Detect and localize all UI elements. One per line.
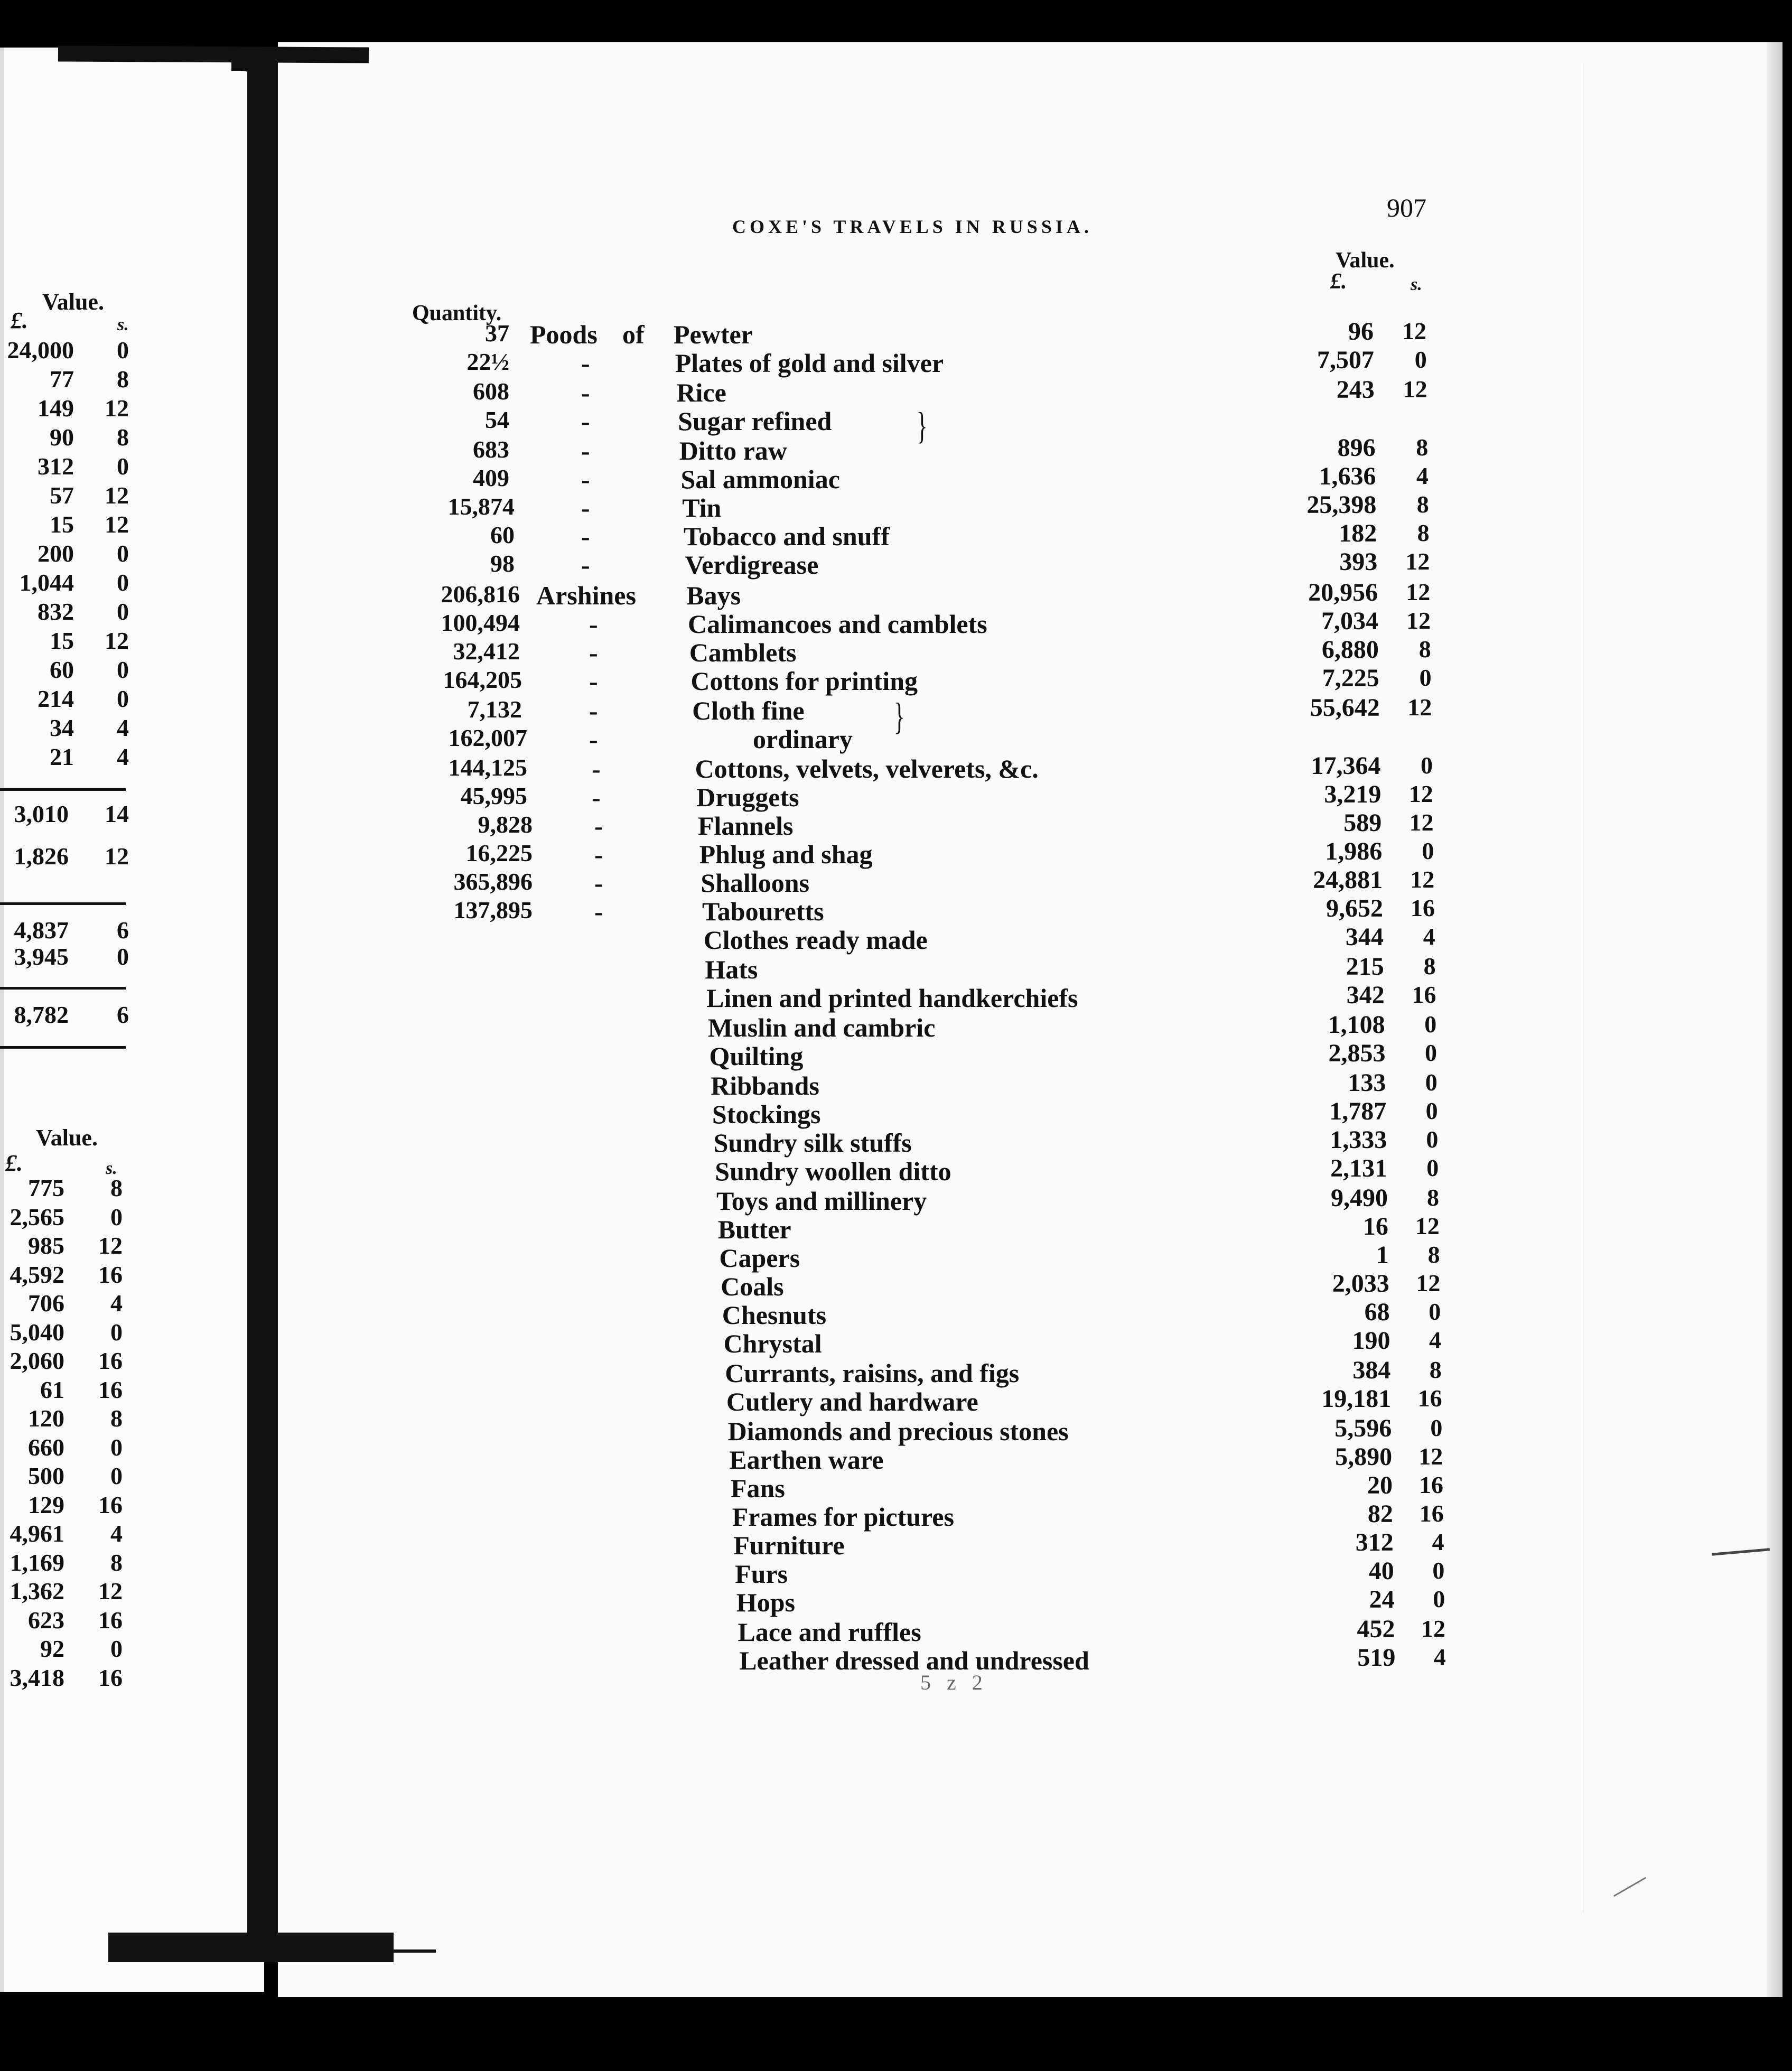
pound-value: 9,652 [1326,894,1383,922]
left-pound-value: 775 [28,1174,64,1201]
quantity-cell: 98 [490,550,515,577]
left-pound-value: 24,000 [7,337,74,363]
left-pound-value: 706 [28,1290,64,1317]
item-name: Hops [736,1588,795,1617]
value-header: Value. [1336,248,1395,273]
item-name: Druggets [696,782,799,812]
shilling-value: 8 [1427,1184,1439,1211]
quantity-cell: 365,896 [453,868,533,895]
pound-value: 6,880 [1321,636,1379,664]
left-pound-value: 1,044 [19,569,74,596]
item-name: Fans [731,1473,785,1503]
shilling-header: s. [1411,275,1422,294]
left-pound-value: 120 [28,1405,64,1432]
quantity-cell: 60 [490,521,515,548]
left-pound-value: 4,961 [10,1520,64,1547]
total-rule [0,1046,126,1049]
quantity-header: Quantity. [412,301,502,325]
left-pound-header: £. [11,307,28,333]
pound-value: 82 [1367,1500,1393,1528]
ditto-mark: - [594,868,603,898]
shilling-value: 0 [1425,1069,1438,1096]
shilling-value: 12 [1406,607,1431,634]
shilling-value: 8 [1418,636,1431,663]
left-pound-value: 60 [50,656,74,683]
left-shilling-value: 8 [117,366,129,393]
left-pound-value: 312 [38,453,74,480]
item-name: Calimancoes and camblets [688,609,987,639]
item-name: Frames for pictures [732,1502,954,1532]
unit-arshines: Arshines [536,581,636,610]
left-pound-value: 15 [50,627,74,654]
pound-value: 1,787 [1329,1097,1387,1125]
left-shilling-value: 0 [117,540,129,567]
left-pound-value: 61 [40,1376,64,1403]
quantity-cell: 137,895 [453,897,533,923]
left-total-shilling: 6 [117,917,129,944]
pound-value: 68 [1364,1298,1390,1326]
item-name: Flannels [697,811,794,841]
item-name: Rice [676,378,726,407]
quantity-cell: 409 [473,464,509,491]
shilling-value: 0 [1425,1097,1438,1124]
left-shilling-value: 0 [117,598,129,625]
shilling-value: 4 [1432,1528,1444,1555]
pound-value: 20 [1367,1471,1393,1499]
item-name: Stockings [712,1099,821,1129]
ditto-mark: - [589,724,598,754]
ditto-mark: - [581,550,590,580]
left-shilling-value: 0 [117,453,129,480]
shilling-value: 12 [1410,866,1435,893]
left-shilling-value: 8 [110,1174,123,1201]
shilling-value: 0 [1430,1414,1443,1441]
item-name: Cottons, velvets, velverets, &c. [695,754,1039,783]
left-shilling-value: 4 [110,1520,123,1547]
shilling-value: 4 [1423,923,1435,950]
shilling-value: 0 [1422,837,1434,864]
ditto-mark: - [592,754,601,783]
shilling-value: 8 [1427,1241,1440,1268]
pound-value: 3,219 [1324,780,1382,808]
item-name: Chrystal [723,1329,822,1358]
shilling-value: 8 [1416,491,1429,518]
pound-value: 243 [1336,376,1375,404]
shilling-value: 12 [1408,780,1433,807]
unit-poods: Poods [530,320,598,349]
left-shilling-value: 0 [117,569,129,596]
left-pound-value: 214 [38,685,74,712]
left-shilling-value: 16 [98,1376,123,1403]
left-pound-value: 2,060 [10,1347,64,1374]
shilling-value: 16 [1412,981,1436,1008]
item-name: Chesnuts [722,1300,827,1330]
ditto-mark: - [594,839,603,869]
item-name: Earthen ware [729,1445,884,1475]
quantity-cell: 164,205 [443,666,522,693]
shilling-value: 12 [1416,1270,1441,1296]
left-pound-value: 92 [40,1635,64,1662]
item-name: Furniture [733,1531,845,1560]
shilling-value: 12 [1403,376,1427,403]
item-name: Toys and millinery [716,1186,927,1216]
left-shilling-value: 12 [98,1232,123,1259]
ditto-mark: - [589,609,598,639]
quantity-cell: 162,007 [448,724,527,751]
shilling-value: 0 [1432,1557,1445,1584]
left-lower-value-header: Value. [36,1125,98,1151]
left-pound-value: 3,418 [10,1664,64,1691]
total-rule [0,902,126,905]
left-shilling-value: 0 [117,685,129,712]
left-shilling-value: 0 [110,1635,123,1662]
pound-value: 133 [1348,1069,1386,1097]
pound-value: 342 [1346,981,1385,1009]
left-pound-value: 57 [50,482,74,509]
total-rule [0,788,126,791]
left-pound-value: 623 [28,1606,64,1634]
shilling-value: 12 [1407,694,1432,721]
item-name: Verdigrease [685,550,819,580]
pound-header: £. [1330,269,1347,294]
left-shilling-value: 12 [105,482,129,509]
item-name: Muslin and cambric [707,1013,936,1042]
item-name: Cloth fine [692,696,805,725]
shilling-value: 12 [1421,1615,1445,1642]
pound-value: 393 [1339,548,1378,576]
pound-value: 896 [1337,434,1376,462]
ditto-mark: - [589,696,598,725]
shilling-value: 12 [1409,809,1434,836]
shilling-value: 0 [1429,1298,1441,1325]
left-shilling-value: 0 [110,1462,123,1489]
ditto-mark: - [581,406,590,436]
item-name: Lace and ruffles [738,1617,921,1647]
left-pound-value: 660 [28,1433,64,1461]
total-rule [0,987,126,990]
page-edge-shadow [1767,42,1782,1997]
item-name: Pewter [674,320,753,349]
binding-bottom-bar [108,1933,394,1962]
item-name: Sugar refined [678,406,832,436]
left-lower-pound-header: £. [5,1150,23,1176]
pound-value: 55,642 [1310,694,1380,722]
shilling-value: 8 [1423,953,1436,979]
shilling-value: 16 [1411,894,1435,921]
quantity-cell: 37 [485,320,509,347]
item-name: Linen and printed handkerchiefs [706,983,1078,1013]
quantity-cell: 54 [485,406,509,433]
left-shilling-value: 0 [110,1203,123,1230]
quantity-cell: 683 [473,436,509,463]
left-shilling-value: 4 [117,714,129,741]
shilling-value: 0 [1425,1039,1437,1066]
item-name: Ditto raw [679,436,787,465]
pound-value: 452 [1357,1615,1395,1643]
left-total-shilling: 12 [105,843,129,870]
quantity-cell: 144,125 [448,754,527,781]
pound-value: 7,507 [1317,346,1374,374]
pound-value: 17,364 [1311,752,1381,780]
ditto-mark: - [594,811,603,841]
left-pound-value: 129 [28,1491,64,1518]
left-total-pound: 1,826 [14,843,69,870]
left-shilling-value: 16 [98,1664,123,1691]
pound-value: 2,131 [1330,1154,1388,1182]
left-pound-value: 985 [28,1232,64,1259]
running-head: COXE'S TRAVELS IN RUSSIA. [732,216,1093,237]
pound-value: 96 [1348,318,1374,346]
left-shilling-value: 8 [110,1548,123,1576]
left-pound-value: 5,040 [10,1318,64,1346]
quantity-cell: 16,225 [465,839,533,866]
left-total-pound: 4,837 [14,917,69,944]
ditto-mark: - [594,897,603,926]
pound-value: 182 [1339,519,1377,547]
shilling-value: 12 [1405,548,1430,575]
shilling-value: 16 [1417,1385,1442,1412]
pound-value: 1,636 [1319,462,1376,490]
left-shilling-header: s. [117,315,129,334]
shilling-value: 8 [1416,434,1429,461]
item-name: Cottons for printing [690,666,918,696]
pound-value: 5,890 [1335,1443,1393,1471]
left-shilling-value: 0 [110,1318,123,1346]
left-shilling-value: 0 [110,1433,123,1461]
shilling-value: 16 [1419,1500,1444,1527]
left-pound-value: 500 [28,1462,64,1489]
quantity-cell: 206,816 [441,581,520,608]
item-name: Coals [721,1272,784,1301]
pound-value: 215 [1346,953,1384,981]
left-shilling-value: 4 [110,1290,123,1317]
quantity-cell: 9,828 [478,811,533,838]
item-name: Currants, raisins, and figs [725,1358,1020,1388]
left-pound-value: 149 [38,395,74,422]
quantity-cell: 22½ [466,348,509,375]
left-pound-value: 15 [50,511,74,538]
item-name: Diamonds and precious stones [727,1416,1069,1446]
shilling-value: 0 [1419,664,1432,691]
shilling-value: 12 [1402,318,1426,344]
item-name: Tobacco and snuff [683,521,890,551]
pound-value: 24,881 [1313,866,1383,894]
item-name: ordinary [753,724,853,754]
ditto-mark: - [592,782,601,812]
left-pound-value: 832 [38,598,74,625]
left-pound-value: 1,362 [10,1578,64,1604]
shilling-value: 4 [1433,1644,1446,1671]
shilling-value: 12 [1418,1443,1443,1470]
pound-value: 40 [1368,1557,1394,1585]
left-shilling-value: 12 [105,395,129,422]
left-shilling-value: 4 [117,743,129,770]
ditto-mark: - [581,348,590,378]
item-name: Shalloons [701,868,809,898]
pound-value: 24 [1369,1585,1395,1613]
ditto-mark: - [589,666,598,696]
left-shilling-value: 12 [98,1578,123,1604]
pound-value: 589 [1343,809,1382,837]
signature-mark: 5 z 2 [920,1671,988,1694]
ditto-mark: - [581,464,590,494]
shilling-value: 0 [1426,1126,1439,1153]
shilling-value: 16 [1419,1471,1443,1498]
pound-value: 312 [1355,1528,1394,1556]
item-name: Tin [682,493,722,523]
item-name: Phlug and shag [699,839,873,869]
item-name: Clothes ready made [703,925,928,955]
item-name: Camblets [689,638,797,667]
item-name: Furs [735,1559,788,1589]
brace-cloth: } [893,695,905,738]
binding-tail [394,1949,436,1953]
ditto-mark: - [581,493,590,523]
left-total-shilling: 0 [117,943,129,970]
shilling-value: 4 [1429,1327,1441,1354]
pound-value: 1,108 [1328,1011,1385,1039]
pound-value: 7,225 [1322,664,1379,692]
item-name: Hats [705,955,758,984]
item-name: Sundry silk stuffs [713,1128,912,1158]
left-shilling-value: 0 [117,337,129,363]
pound-value: 19,181 [1321,1385,1392,1413]
item-name: Tabouretts [702,897,824,926]
left-shilling-value: 8 [117,424,129,451]
left-total-shilling: 6 [117,1001,129,1028]
pound-value: 5,596 [1334,1414,1392,1442]
pound-value: 16 [1362,1212,1388,1240]
left-pound-value: 2,565 [10,1203,64,1230]
pound-value: 2,853 [1328,1039,1386,1067]
page-number: 907 [1387,193,1426,222]
left-total-shilling: 14 [105,800,129,827]
item-name: Butter [717,1215,791,1244]
shilling-value: 8 [1429,1356,1442,1383]
ditto-mark: - [581,378,590,407]
pound-value: 384 [1352,1356,1391,1384]
pound-value: 190 [1352,1327,1390,1355]
left-total-pound: 3,010 [14,800,69,827]
left-pound-value: 77 [50,366,74,393]
pound-value: 1,986 [1325,837,1383,865]
ditto-mark: - [581,521,590,551]
item-name: Capers [719,1243,800,1273]
shilling-value: 8 [1417,519,1430,546]
shilling-value: 12 [1406,579,1431,605]
item-name: Quilting [709,1041,804,1071]
quantity-cell: 7,132 [467,696,522,723]
shilling-value: 0 [1426,1154,1439,1181]
item-name: Leather dressed and undressed [739,1646,1089,1675]
item-name: Cutlery and hardware [726,1387,978,1416]
binding-stem [247,59,278,1949]
pound-value: 20,956 [1308,579,1378,607]
quantity-cell: 45,995 [460,782,527,809]
quantity-cell: 608 [473,378,509,405]
pound-value: 7,034 [1321,607,1378,635]
quantity-cell: 15,874 [447,493,515,520]
shilling-value: 0 [1433,1585,1445,1612]
pound-value: 2,033 [1332,1270,1389,1298]
left-total-pound: 3,945 [14,943,69,970]
brace-sugar: } [916,405,928,447]
pound-value: 344 [1345,923,1384,951]
unit-of: of [622,320,645,349]
left-shilling-value: 12 [105,627,129,654]
left-pound-value: 200 [38,540,74,567]
shilling-value: 4 [1416,462,1429,489]
left-shilling-value: 16 [98,1347,123,1374]
pound-value: 519 [1357,1644,1396,1672]
left-pound-value: 4,592 [10,1261,64,1288]
left-pound-value: 1,169 [10,1548,64,1576]
pound-value: 9,490 [1331,1184,1388,1212]
left-shilling-value: 16 [98,1491,123,1518]
item-name: Sundry woollen ditto [715,1156,951,1186]
ditto-mark: - [581,436,590,465]
shilling-value: 0 [1424,1011,1437,1038]
left-shilling-value: 8 [110,1405,123,1432]
quantity-cell: 100,494 [441,609,520,636]
left-shilling-value: 16 [98,1261,123,1288]
item-name: Bays [686,581,741,610]
binding-top-bar [58,45,369,63]
left-pound-value: 90 [50,424,74,451]
left-shilling-value: 16 [98,1606,123,1634]
shilling-value: 0 [1414,346,1427,373]
left-shilling-value: 12 [105,511,129,538]
left-pound-value: 21 [50,743,74,770]
ditto-mark: - [589,638,598,667]
shilling-value: 0 [1421,752,1433,779]
quantity-cell: 32,412 [453,638,520,665]
shilling-value: 12 [1415,1212,1440,1239]
left-value-header: Value. [42,289,104,315]
left-shilling-value: 0 [117,656,129,683]
left-total-pound: 8,782 [14,1001,69,1028]
left-pound-value: 34 [50,714,74,741]
item-name: Plates of gold and silver [675,348,944,378]
left-lower-shilling-header: s. [106,1159,117,1178]
pound-value: 25,398 [1306,491,1377,519]
item-name: Ribbands [711,1071,819,1100]
pound-value: 1 [1376,1241,1389,1269]
item-name: Sal ammoniac [680,464,840,494]
pound-value: 1,333 [1330,1126,1387,1154]
